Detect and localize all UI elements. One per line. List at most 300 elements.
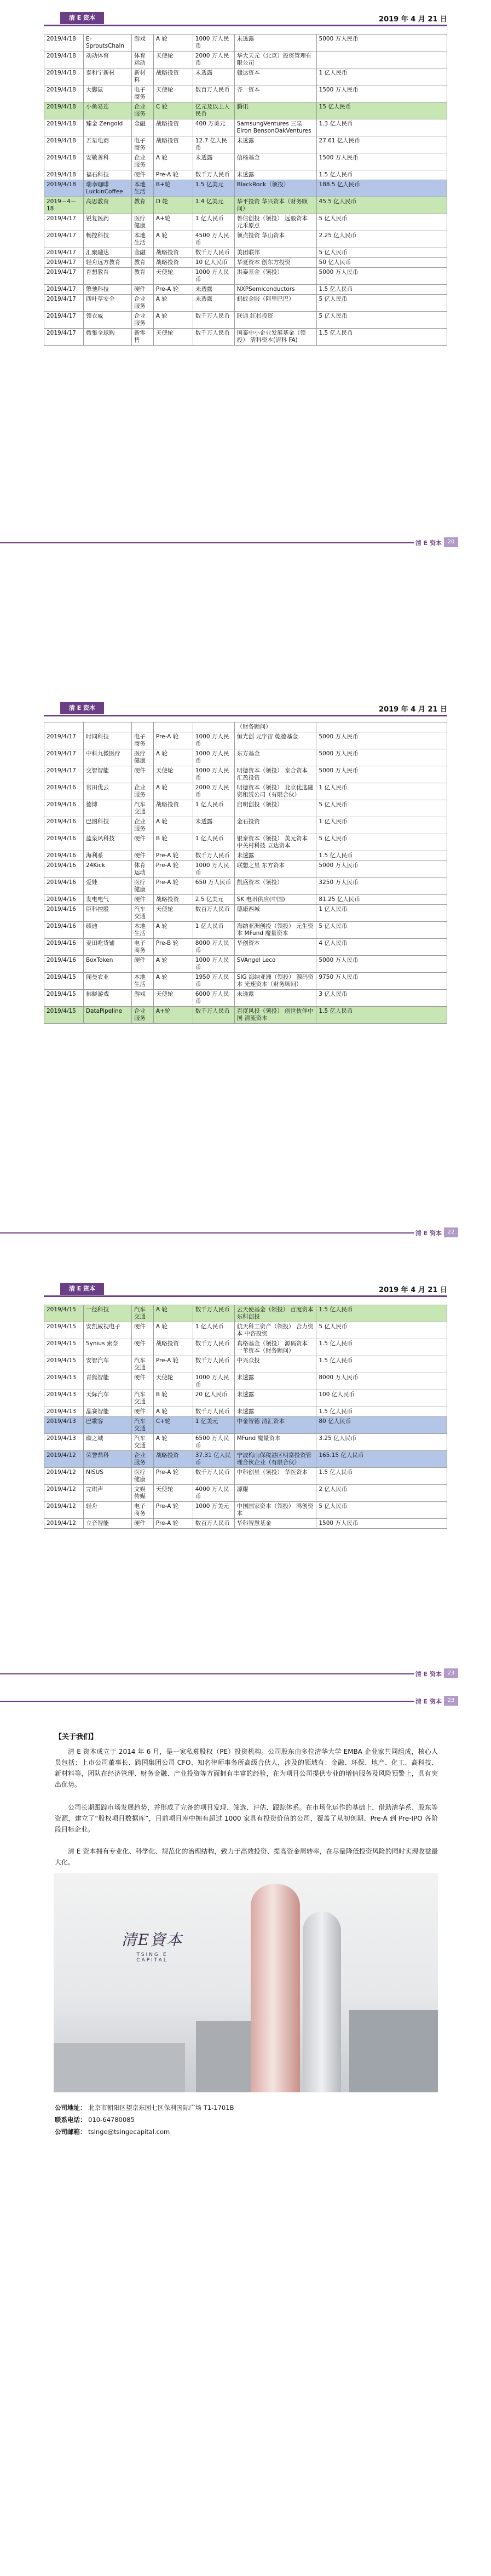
funding-round-cell: 天使轮 bbox=[153, 905, 193, 922]
valuation-cell: 1.5 亿人民币 bbox=[316, 851, 447, 861]
table-row bbox=[44, 834, 447, 851]
industry-cell: 电子商务 bbox=[131, 732, 153, 749]
deal-date-cell: 2019/4/13 bbox=[44, 1407, 84, 1417]
valuation-cell: 5 亿人民币 bbox=[316, 248, 447, 258]
valuation-cell: 1.5 亿人民币 bbox=[316, 170, 447, 180]
amount-cell: 2.5 亿美元 bbox=[193, 895, 234, 905]
funding-round-cell: B 轮 bbox=[153, 834, 193, 851]
about-title: 【关于我们】 bbox=[55, 1733, 98, 1741]
table-row bbox=[44, 1502, 447, 1519]
deal-date-cell: 2019/4/18 bbox=[44, 153, 84, 170]
valuation-cell: 5 亿人民币 bbox=[316, 295, 447, 312]
table-row bbox=[44, 878, 447, 895]
industry-cell: 新零售 bbox=[131, 329, 153, 346]
funding-round-cell: A 轮 bbox=[153, 312, 193, 329]
valuation-cell: 5000 万人民币 bbox=[316, 749, 447, 766]
investors-cell: 云天使基金（领投） 百度资本 东科创投 bbox=[234, 1305, 316, 1322]
company-name-cell: 五星电商 bbox=[83, 136, 131, 153]
table-row bbox=[44, 749, 447, 766]
table-row bbox=[44, 153, 447, 170]
table-row bbox=[44, 329, 447, 346]
valuation-cell: 1500 万人民币 bbox=[316, 85, 447, 102]
valuation-cell: 4 亿人民币 bbox=[316, 939, 447, 956]
funding-round-cell: A 轮 bbox=[153, 35, 193, 51]
funding-round-cell: A 轮 bbox=[153, 922, 193, 939]
amount-cell: 1 亿人民币 bbox=[193, 214, 234, 231]
funding-round-cell: A 轮 bbox=[153, 1305, 193, 1322]
table-row bbox=[44, 922, 447, 939]
company-name-cell: 蓝泉风科技 bbox=[83, 834, 131, 851]
deal-date-cell: 2019/4/16 bbox=[44, 905, 84, 922]
company-name-cell: 拂晓游戏 bbox=[83, 990, 131, 1007]
table-row bbox=[44, 197, 447, 214]
investors-cell: 未透露 bbox=[234, 1373, 316, 1390]
funding-round-cell: C+轮 bbox=[153, 1417, 193, 1434]
company-name-cell: 青熊智能 bbox=[83, 1373, 131, 1390]
investors-cell: 鲁信创投（领投） 远毅资本 元禾原点 bbox=[234, 214, 316, 231]
deals-table bbox=[44, 722, 447, 1024]
deal-date-cell: 2019/4/15 bbox=[44, 1007, 84, 1024]
investors-cell: 未透露 bbox=[234, 35, 316, 51]
amount-cell: 未透露 bbox=[193, 68, 234, 85]
amount-cell: 未透露 bbox=[193, 295, 234, 312]
industry-cell: 硬件 bbox=[131, 834, 153, 851]
investors-cell: 腾讯 bbox=[234, 102, 316, 119]
table-row bbox=[44, 732, 447, 749]
table-row bbox=[44, 1305, 447, 1322]
valuation-cell: 165.15 亿人民币 bbox=[316, 1451, 447, 1468]
funding-round-cell: A+轮 bbox=[153, 214, 193, 231]
amount-cell: 4500 万人民币 bbox=[193, 231, 234, 248]
amount-cell: 亿元及以上人民币 bbox=[193, 102, 234, 119]
amount-cell: 数百万人民币 bbox=[193, 85, 234, 102]
funding-round-cell: 战略投资 bbox=[153, 258, 193, 268]
investors-cell: SK 电讯供应(中国) bbox=[234, 895, 316, 905]
investors-cell: 国泰中小企业发展基金（领投） 清科资本(清科 FA) bbox=[234, 329, 316, 346]
industry-cell: 企业服务 bbox=[131, 783, 153, 800]
report-page-2 bbox=[0, 690, 491, 1238]
table-row bbox=[44, 1322, 447, 1339]
industry-cell: 教育 bbox=[131, 197, 153, 214]
investors-cell: 洪泰基金（领投） bbox=[234, 268, 316, 285]
table-row bbox=[44, 1356, 447, 1373]
investors-cell: 赣达资本 bbox=[234, 68, 316, 85]
company-name-cell: 巴歌客 bbox=[83, 1417, 131, 1434]
industry-cell: 汽车交通 bbox=[131, 1434, 153, 1451]
investors-cell: 未透露 bbox=[234, 170, 316, 180]
tower-building bbox=[251, 1884, 300, 2092]
valuation-cell: 81.25 亿人民币 bbox=[316, 895, 447, 905]
valuation-cell: 1500 万人民币 bbox=[316, 1519, 447, 1529]
investors-cell: 未透露 bbox=[234, 990, 316, 1007]
amount-cell: 数百万人民币 bbox=[193, 1519, 234, 1529]
funding-round-cell: 天使轮 bbox=[153, 268, 193, 285]
table-row bbox=[44, 1417, 447, 1434]
company-name-cell: 晶赛智能 bbox=[83, 1407, 131, 1417]
deal-date-cell: 2019/4/16 bbox=[44, 800, 84, 817]
amount-cell: 1 亿人民币 bbox=[193, 834, 234, 851]
company-name-cell: 轻舟 bbox=[83, 1502, 131, 1519]
table-row bbox=[44, 1407, 447, 1417]
industry-cell: 硬件 bbox=[131, 285, 153, 295]
company-name-cell: 巴图科技 bbox=[83, 817, 131, 834]
footer-rule bbox=[0, 1232, 414, 1234]
deal-date-cell: 2019/4/17 bbox=[44, 285, 84, 295]
table-row bbox=[44, 973, 447, 990]
table-row bbox=[44, 214, 447, 231]
industry-cell: 企业服务 bbox=[131, 102, 153, 119]
table-row bbox=[44, 817, 447, 834]
page-footer bbox=[0, 534, 491, 550]
table-row bbox=[44, 180, 447, 197]
funding-round-cell: Pre-A 轮 bbox=[153, 1502, 193, 1519]
valuation-cell: 2.25 亿人民币 bbox=[316, 231, 447, 248]
amount-cell: 数千万人民币 bbox=[193, 248, 234, 258]
footer-brand: 清 E 资本 bbox=[415, 1671, 442, 1678]
funding-round-cell: 天使轮 bbox=[153, 1373, 193, 1390]
industry-cell: 电子商务 bbox=[131, 939, 153, 956]
investors-cell: 航天科工资产（领投） 合力资本 中咨投资 bbox=[234, 1322, 316, 1339]
table-row bbox=[44, 1468, 447, 1485]
table-row bbox=[44, 1451, 447, 1468]
contact-value[interactable]: tsinge@tsingecapital.com bbox=[88, 2128, 170, 2136]
footer-brand: 清 E 资本 bbox=[415, 1698, 442, 1705]
company-building-photo bbox=[54, 1873, 438, 2092]
industry-cell: 企业服务 bbox=[131, 312, 153, 329]
company-name-cell: E-SproutsChain bbox=[83, 35, 131, 51]
investors-cell: 联通 红杉投资 bbox=[234, 312, 316, 329]
deal-date-cell: 2019/4/16 bbox=[44, 817, 84, 834]
table-row bbox=[44, 1373, 447, 1390]
contact-label: 公司地址： bbox=[55, 2104, 86, 2112]
valuation-cell: 1.5 亿人民币 bbox=[316, 285, 447, 295]
amount-cell: 1.5 亿美元 bbox=[193, 180, 234, 197]
valuation-cell: 5000 万人民币 bbox=[316, 35, 447, 51]
amount-cell: 1 亿人民币 bbox=[193, 1322, 234, 1339]
table-row bbox=[44, 136, 447, 153]
table-row bbox=[44, 766, 447, 783]
investors-cell: 未透露 bbox=[234, 136, 316, 153]
company-name-cell: 瑞幸咖啡 LuckinCoffee bbox=[83, 180, 131, 197]
industry-cell: 硬件 bbox=[131, 1407, 153, 1417]
company-name-cell: 硕迪 bbox=[83, 922, 131, 939]
table-row bbox=[44, 722, 447, 732]
report-page-3 bbox=[0, 1271, 491, 1678]
amount-cell: 数千万人民币 bbox=[193, 1356, 234, 1373]
logo-english-text: TSING E CAPITAL bbox=[136, 1952, 168, 1963]
report-date: 2019 年 4 月 21 日 bbox=[379, 15, 447, 24]
industry-cell: 游戏 bbox=[131, 35, 153, 51]
deal-date-cell: 2019/4/18 bbox=[44, 136, 84, 153]
city-block bbox=[349, 2010, 438, 2092]
investors-cell: 明德资本（领投） 北京优选融资租赁公司（有限合伙） bbox=[234, 783, 316, 800]
company-name-cell: 爱娃 bbox=[83, 878, 131, 895]
industry-cell: 医疗健康 bbox=[131, 749, 153, 766]
footer-rule bbox=[0, 1673, 414, 1674]
deal-date-cell: 2019/4/18 bbox=[44, 170, 84, 180]
table-row bbox=[44, 51, 447, 68]
valuation-cell: 5 亿人民币 bbox=[316, 834, 447, 851]
funding-round-cell: A 轮 bbox=[153, 153, 193, 170]
table-row bbox=[44, 285, 447, 295]
industry-cell: 硬件 bbox=[131, 766, 153, 783]
funding-round-cell: 战略投资 bbox=[153, 1451, 193, 1468]
table-row bbox=[44, 1390, 447, 1407]
industry-cell: 游戏 bbox=[131, 990, 153, 1007]
company-name-cell: 荣誉鼎科 bbox=[83, 1451, 131, 1468]
deal-date-cell: 2019/4/16 bbox=[44, 861, 84, 878]
industry-cell bbox=[131, 722, 153, 732]
company-name-cell: 泰和宁新材 bbox=[83, 68, 131, 85]
company-name-cell: 领衣威 bbox=[83, 312, 131, 329]
funding-round-cell: A 轮 bbox=[153, 295, 193, 312]
company-name-cell: DataPipeline bbox=[83, 1007, 131, 1024]
funding-round-cell: 天使轮 bbox=[153, 51, 193, 68]
amount-cell: 1000 万人民币 bbox=[193, 956, 234, 973]
industry-cell: 汽车交通 bbox=[131, 1305, 153, 1322]
funding-round-cell: Pre-A 轮 bbox=[153, 170, 193, 180]
investors-cell: 凯盛资本（领投） bbox=[234, 878, 316, 895]
page-header bbox=[44, 10, 447, 26]
investors-cell: 真格基金（领投） 源码资本 一苇资本（财务顾问） bbox=[234, 1339, 316, 1356]
table-row bbox=[44, 102, 447, 119]
investors-cell: 东方基金 bbox=[234, 749, 316, 766]
valuation-cell: 5 亿人民币 bbox=[316, 1502, 447, 1519]
amount-cell: 1000 万人民币 bbox=[193, 766, 234, 783]
company-name-cell: 德博 bbox=[83, 800, 131, 817]
deal-date-cell: 2019/4/15 bbox=[44, 1305, 84, 1322]
valuation-cell: 1.5 亿人民币 bbox=[316, 1007, 447, 1024]
valuation-cell: 188.5 亿人民币 bbox=[316, 180, 447, 197]
page-number: 23 bbox=[444, 1696, 458, 1706]
report-date: 2019 年 4 月 21 日 bbox=[379, 705, 447, 714]
funding-round-cell: Pre-A 轮 bbox=[153, 732, 193, 749]
funding-round-cell: A 轮 bbox=[153, 749, 193, 766]
table-row bbox=[44, 1485, 447, 1502]
about-paragraph: 清 E 资本成立于 2014 年 6 月，是一家私募股权（PE）投资机构。公司股东由多位清华大学 EMBA 企业家共同组成，核心人员包括：上市公司董事长、跨国集团公司 CFO、知名律师事务所高级合伙人，涉及的领域有：金融、环保、地产、化工、高科技、新材料等，团队在经济管理、财务金融、产业投资等方面拥有丰富的经验，在为项目公司提供专业的增值服务及风险预警上，具有突出优势。 bbox=[55, 1748, 438, 1788]
table-row bbox=[44, 851, 447, 861]
deal-date-cell: 2019/4/16 bbox=[44, 922, 84, 939]
deal-date-cell: 2019/4/13 bbox=[44, 1390, 84, 1407]
valuation-cell: 9750 万人民币 bbox=[316, 973, 447, 990]
valuation-cell: 1.5 亿人民币 bbox=[316, 1407, 447, 1417]
funding-round-cell: Pre-A 轮 bbox=[153, 851, 193, 861]
company-name-cell: 碳之城 bbox=[83, 1434, 131, 1451]
company-name-cell: NISUS bbox=[83, 1468, 131, 1485]
company-logo bbox=[119, 1928, 185, 1963]
funding-round-cell: A 轮 bbox=[153, 1434, 193, 1451]
funding-round-cell: 天使轮 bbox=[153, 990, 193, 1007]
amount-cell: 1950 万人民币 bbox=[193, 973, 234, 990]
footer-rule bbox=[0, 1701, 414, 1702]
deal-date-cell: 2019/4/17 bbox=[44, 766, 84, 783]
company-name-cell: 汇聚融达 bbox=[83, 248, 131, 258]
industry-cell: 体育运动 bbox=[131, 861, 153, 878]
amount-cell: 未透露 bbox=[193, 285, 234, 295]
industry-cell: 体育运动 bbox=[131, 51, 153, 68]
amount-cell: 1 亿人民币 bbox=[193, 800, 234, 817]
deal-date-cell: 2019/4/17 bbox=[44, 231, 84, 248]
company-name-cell: 天际汽车 bbox=[83, 1390, 131, 1407]
funding-round-cell: Pre-A 轮 bbox=[153, 1356, 193, 1373]
investors-cell: 华创资本 bbox=[234, 939, 316, 956]
page-footer bbox=[0, 1693, 491, 1709]
table-row bbox=[44, 1434, 447, 1451]
deal-date-cell: 2019/4/12 bbox=[44, 1485, 84, 1502]
table-row bbox=[44, 895, 447, 905]
funding-round-cell: 战略投资 bbox=[153, 136, 193, 153]
industry-cell: 本地生活 bbox=[131, 922, 153, 939]
investors-cell: SamsungVentures 三星 Elron BensonOakVentures bbox=[234, 119, 316, 136]
about-paragraph: 公司长期跟踪市场发展趋势，并形成了完备的项目发现、筛选、评估、跟踪体系。在市场化运作的基础上，借助清华系、股东等资源，建立了“股权项目数据库”，目前项目库中拥有超过 1000 家具有投资价值的公司，覆盖了从初创期、Pre-A 到 Pre-IPO 各阶段目标企业。 bbox=[55, 1804, 438, 1833]
valuation-cell: 1.5 亿人民币 bbox=[316, 1305, 447, 1322]
amount-cell: 4000 万人民币 bbox=[193, 1485, 234, 1502]
table-row bbox=[44, 956, 447, 973]
deal-date-cell: 2019/4/18 bbox=[44, 51, 84, 68]
valuation-cell: 80 亿人民币 bbox=[316, 1417, 447, 1434]
amount-cell: 数百万人民币 bbox=[193, 905, 234, 922]
deal-date-cell: 2019/4/16 bbox=[44, 895, 84, 905]
valuation-cell: 1 亿人民币 bbox=[316, 783, 447, 800]
brand-tag: 清 E 资本 bbox=[60, 702, 104, 714]
table-row bbox=[44, 800, 447, 817]
valuation-cell: 5 亿人民币 bbox=[316, 214, 447, 231]
company-name-cell: 时同科技 bbox=[83, 732, 131, 749]
amount-cell: 1000 万人民币 bbox=[193, 732, 234, 749]
amount-cell: 1000 万人民币 bbox=[193, 749, 234, 766]
funding-round-cell: 战略投资 bbox=[153, 800, 193, 817]
amount-cell: 数千万人民币 bbox=[193, 329, 234, 346]
company-name-cell bbox=[83, 722, 131, 732]
company-name-cell: 轻舟远方教育 bbox=[83, 258, 131, 268]
industry-cell: 金融 bbox=[131, 119, 153, 136]
page-footer bbox=[0, 1665, 491, 1682]
table-row bbox=[44, 1339, 447, 1356]
amount-cell: 未透露 bbox=[193, 817, 234, 834]
funding-round-cell: Pre-A 轮 bbox=[153, 861, 193, 878]
investors-cell: 华夏资本 创东方投资 bbox=[234, 258, 316, 268]
table-row bbox=[44, 258, 447, 268]
deal-date-cell bbox=[44, 722, 84, 732]
deal-date-cell: 2019/4/18 bbox=[44, 35, 84, 51]
company-name-cell: 中科九微医疗 bbox=[83, 749, 131, 766]
investors-cell: （财务顾问） bbox=[234, 722, 316, 732]
funding-round-cell: B+轮 bbox=[153, 180, 193, 197]
valuation-cell: 8000 万人民币 bbox=[316, 1373, 447, 1390]
investors-cell: 联想之星 东方资本 bbox=[234, 861, 316, 878]
funding-round-cell: D 轮 bbox=[153, 197, 193, 214]
investors-cell: 华科智慧基金 bbox=[234, 1519, 316, 1529]
funding-round-cell: 天使轮 bbox=[153, 329, 193, 346]
funding-round-cell: A 轮 bbox=[153, 783, 193, 800]
deal-date-cell: 2019/4/17 bbox=[44, 295, 84, 312]
funding-round-cell: 战略投资 bbox=[153, 68, 193, 85]
investors-cell: 未透露 bbox=[234, 851, 316, 861]
contact-label: 联系电话： bbox=[55, 2116, 86, 2124]
table-row bbox=[44, 312, 447, 329]
valuation-cell: 1.3 亿人民币 bbox=[316, 119, 447, 136]
amount-cell: 数千万人民币 bbox=[193, 1407, 234, 1417]
valuation-cell: 1500 万人民币 bbox=[316, 153, 447, 170]
valuation-cell: 5000 万人民币 bbox=[316, 956, 447, 973]
industry-cell: 硬件 bbox=[131, 1339, 153, 1356]
logo-chinese-text: 清E資本 bbox=[121, 1931, 183, 1949]
tower-building bbox=[303, 1912, 341, 2092]
industry-cell: 电子商务 bbox=[131, 1502, 153, 1519]
investors-cell: 中金智德 清汇资本 bbox=[234, 1417, 316, 1434]
company-name-cell: 四叶草安全 bbox=[83, 295, 131, 312]
valuation-cell: 5 亿人民币 bbox=[316, 1322, 447, 1339]
amount-cell: 数千万人民币 bbox=[193, 170, 234, 180]
valuation-cell: 5000 万人民币 bbox=[316, 268, 447, 285]
industry-cell: 硬件 bbox=[131, 895, 153, 905]
company-name-cell: 大脚鼠 bbox=[83, 85, 131, 102]
industry-cell: 硬件 bbox=[131, 170, 153, 180]
company-name-cell: 微集全球购 bbox=[83, 329, 131, 346]
about-paragraph: 清 E 资本拥有专业化、科学化、规范化的治理结构，致力于高效投资、提高资金周转率，在尽量降低投资风险的同时实现收益最大化。 bbox=[55, 1848, 438, 1866]
investors-cell: 未透露 bbox=[234, 1390, 316, 1407]
investors-cell: 中科创星（领投） 华医资本 bbox=[234, 1468, 316, 1485]
amount-cell: 6000 万人民币 bbox=[193, 990, 234, 1007]
deal-date-cell: 2019/4/17 bbox=[44, 329, 84, 346]
deal-date-cell: 2019/4/18 bbox=[44, 180, 84, 197]
amount-cell: 数千万人民币 bbox=[193, 1007, 234, 1024]
deal-date-cell: 2019/4/16 bbox=[44, 939, 84, 956]
deal-date-cell: 2019/4/12 bbox=[44, 1451, 84, 1468]
deal-date-cell: 2019/4/12 bbox=[44, 1468, 84, 1485]
deal-date-cell: 2019/4/12 bbox=[44, 1502, 84, 1519]
funding-round-cell: 战略投资 bbox=[153, 119, 193, 136]
investors-cell: SIG 海纳亚洲（领投） 源码资本 光速资本（财务顾问） bbox=[234, 973, 316, 990]
investors-cell: 齐一资本 bbox=[234, 85, 316, 102]
investors-cell: SVAngel Leco bbox=[234, 956, 316, 973]
amount-cell: 400 万美元 bbox=[193, 119, 234, 136]
deals-table bbox=[44, 34, 447, 346]
funding-round-cell: 天使轮 bbox=[153, 1485, 193, 1502]
company-name-cell: 安智汽车 bbox=[83, 1356, 131, 1373]
funding-round-cell: A 轮 bbox=[153, 1407, 193, 1417]
industry-cell: 汽车交通 bbox=[131, 1356, 153, 1373]
table-row bbox=[44, 990, 447, 1007]
industry-cell: 企业服务 bbox=[131, 1007, 153, 1024]
deal-date-cell: 2019/4/16 bbox=[44, 783, 84, 800]
company-name-cell: 闻曼农业 bbox=[83, 973, 131, 990]
deal-date-cell: 2019/4/13 bbox=[44, 1417, 84, 1434]
valuation-cell: 5000 万人民币 bbox=[316, 732, 447, 749]
investors-cell: 中兴众投 bbox=[234, 1356, 316, 1373]
amount-cell: 1000 万人民币 bbox=[193, 1373, 234, 1390]
deal-date-cell: 2019/4/17 bbox=[44, 214, 84, 231]
table-row bbox=[44, 295, 447, 312]
amount-cell: 数千万人民币 bbox=[193, 1305, 234, 1322]
company-name-cell: 高思教育 bbox=[83, 197, 131, 214]
table-row bbox=[44, 231, 447, 248]
company-name-cell: 锐复医药 bbox=[83, 214, 131, 231]
investors-cell: 未透露 bbox=[234, 1407, 316, 1417]
funding-round-cell: Pre-A 轮 bbox=[153, 1468, 193, 1485]
funding-round-cell: A 轮 bbox=[153, 1322, 193, 1339]
industry-cell: 汽车交通 bbox=[131, 905, 153, 922]
industry-cell: 医疗健康 bbox=[131, 1468, 153, 1485]
industry-cell: 硬件 bbox=[131, 1322, 153, 1339]
amount-cell: 1.4 亿美元 bbox=[193, 197, 234, 214]
deal-date-cell: 2019/4/17 bbox=[44, 268, 84, 285]
industry-cell: 电子商务 bbox=[131, 136, 153, 153]
industry-cell: 本地生活 bbox=[131, 231, 153, 248]
funding-round-cell: 天使轮 bbox=[153, 85, 193, 102]
amount-cell: 8000 万人民币 bbox=[193, 939, 234, 956]
deal-date-cell: 2019/4/18 bbox=[44, 68, 84, 85]
